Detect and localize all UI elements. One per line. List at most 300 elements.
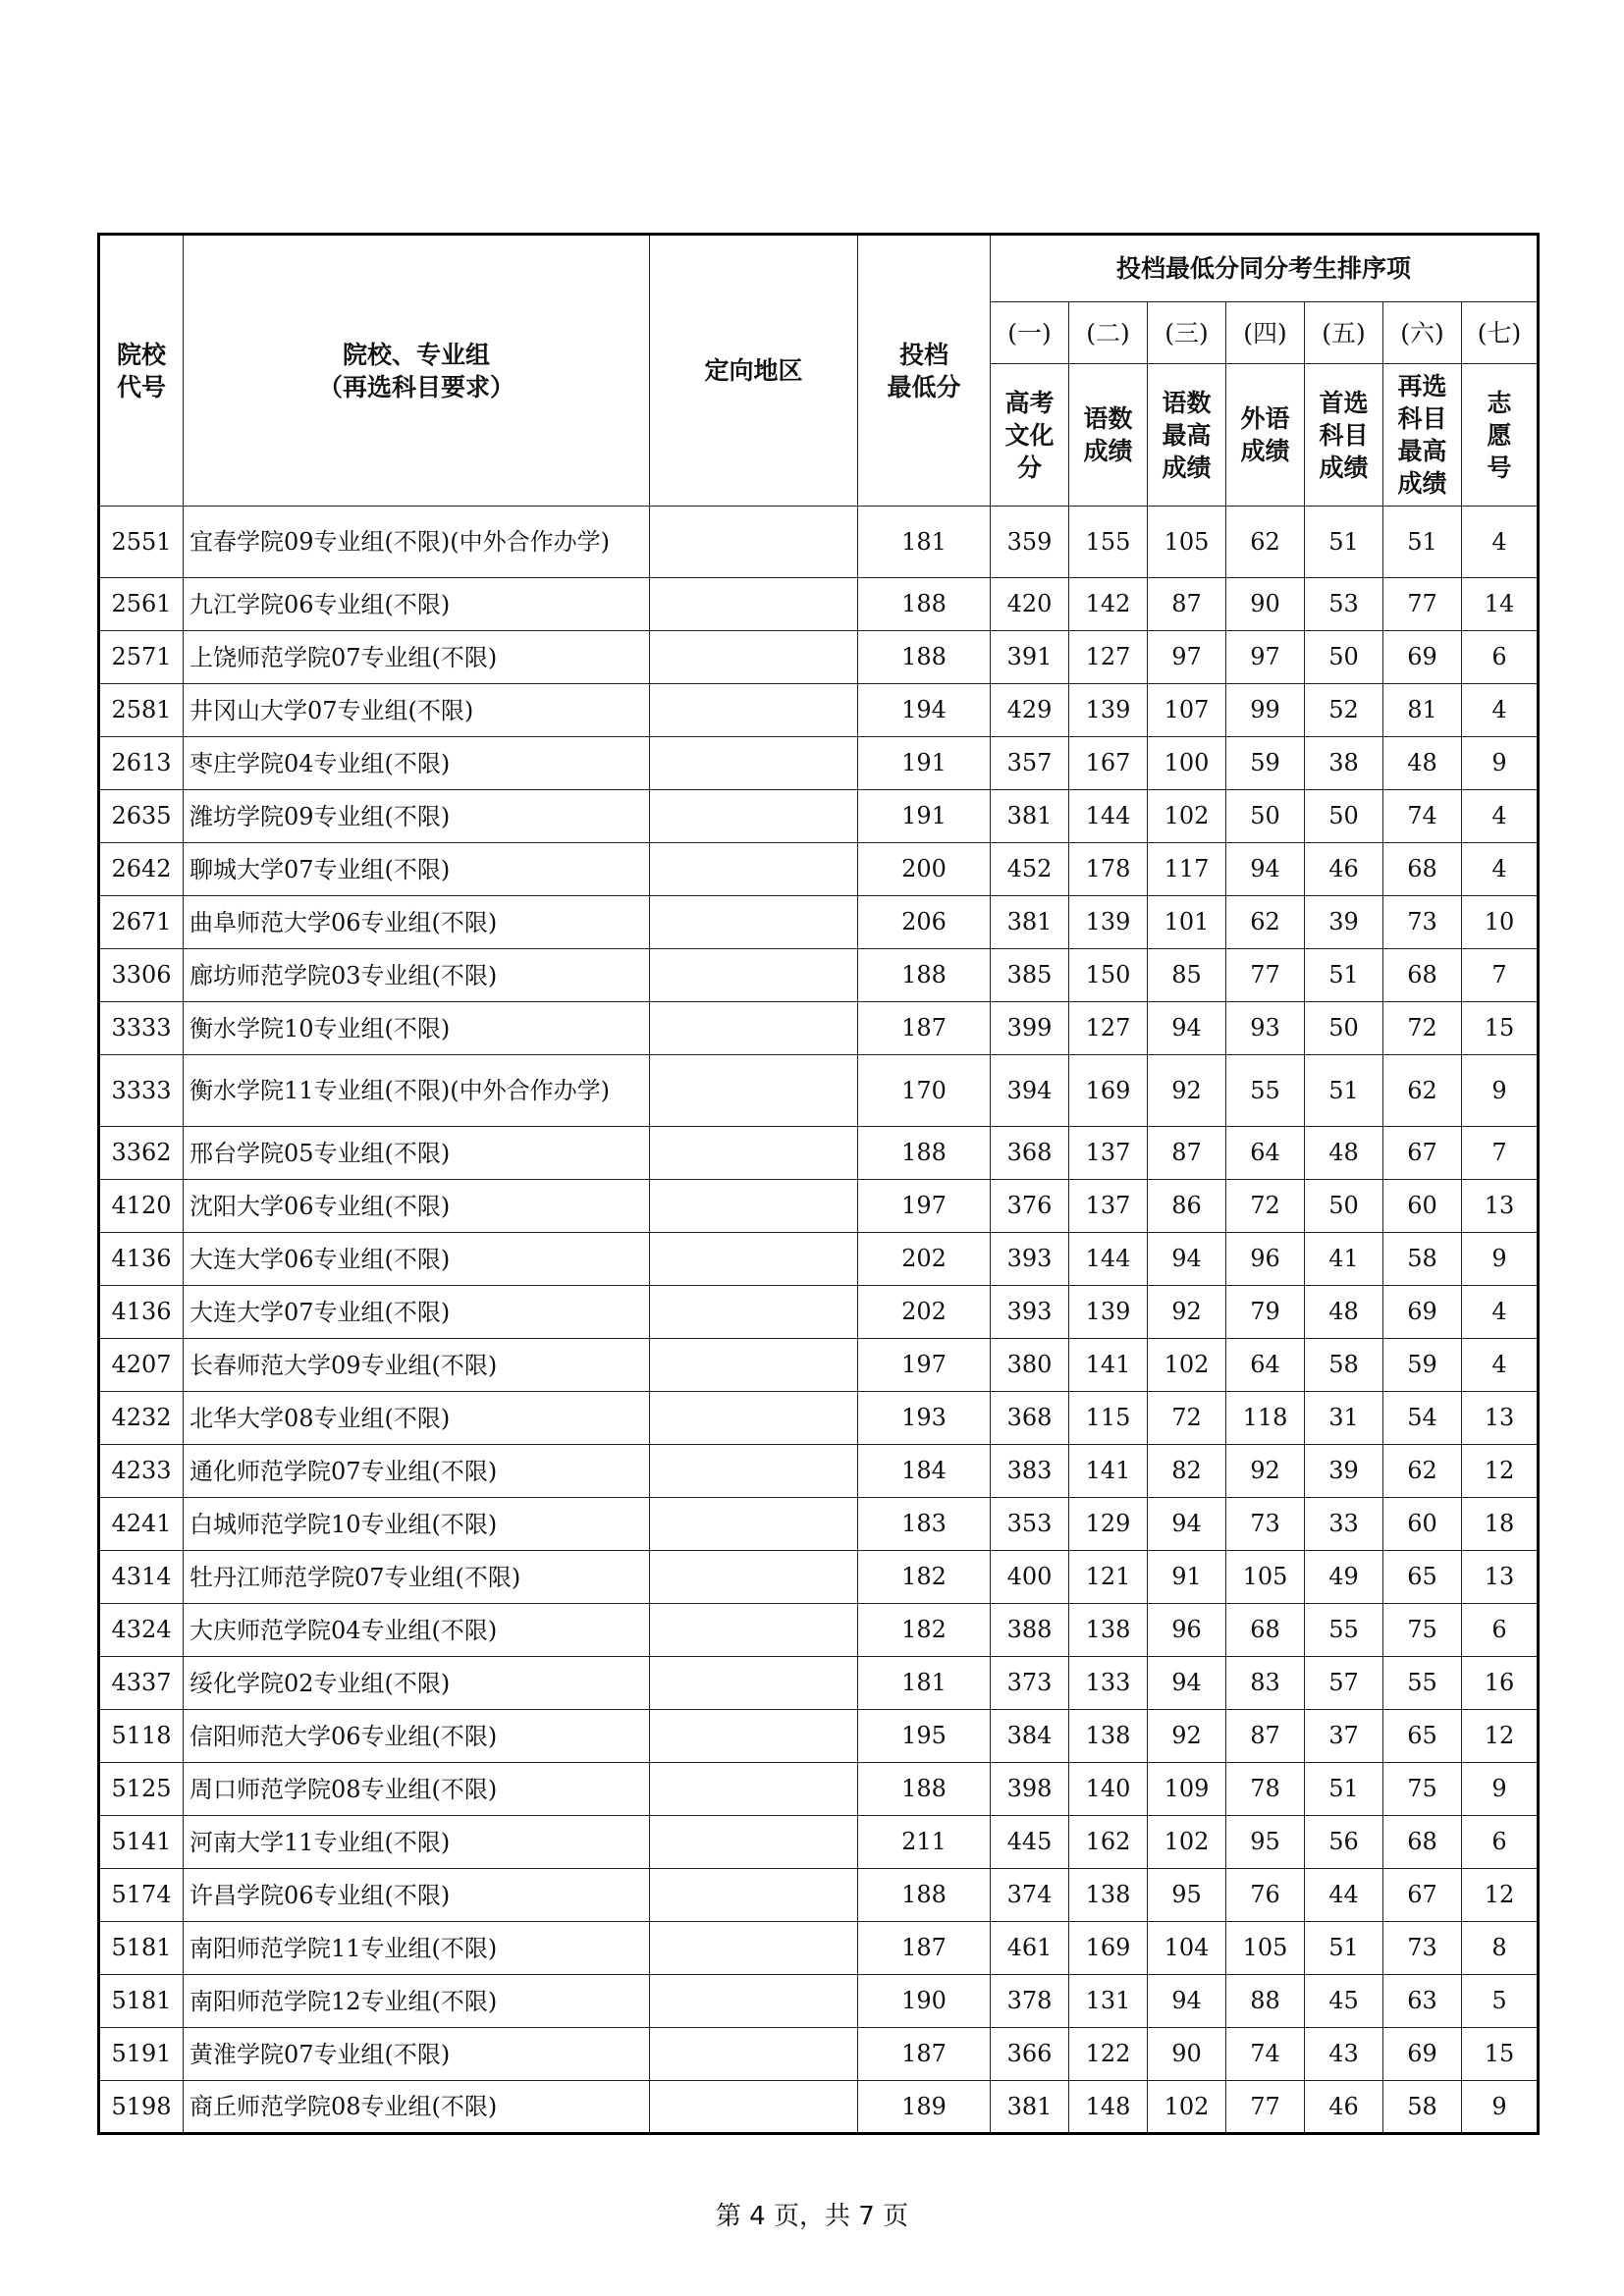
table-row [99, 843, 1539, 896]
tiebreak-value-cell: 376 [991, 1180, 1069, 1233]
school-code-cell: 3333 [99, 1055, 184, 1127]
tiebreak-value-cell: 138 [1069, 1604, 1148, 1657]
tiebreak-value-cell: 139 [1069, 896, 1148, 949]
tiebreak-value-cell: 75 [1383, 1763, 1462, 1816]
tiebreak-value-cell: 72 [1383, 1002, 1462, 1055]
tiebreak-value-cell: 102 [1148, 790, 1226, 843]
region-cell [650, 1816, 858, 1869]
tiebreak-value-cell: 381 [991, 896, 1069, 949]
tiebreak-value-cell: 6 [1462, 631, 1539, 684]
tiebreak-value-cell: 67 [1383, 1869, 1462, 1922]
table-row [99, 1922, 1539, 1975]
tiebreak-value-cell: 142 [1069, 578, 1148, 631]
tiebreak-value-cell: 140 [1069, 1763, 1148, 1816]
table-row [99, 949, 1539, 1002]
min-score-cell: 188 [858, 949, 991, 1002]
tiebreak-value-cell: 45 [1305, 1975, 1383, 2028]
school-code-cell: 5174 [99, 1869, 184, 1922]
tiebreak-value-cell: 357 [991, 737, 1069, 790]
min-score-cell: 181 [858, 507, 991, 578]
tiebreak-value-cell: 60 [1383, 1498, 1462, 1551]
min-score-cell: 182 [858, 1551, 991, 1604]
col-header-min-score: 投档 最低分 [858, 235, 991, 507]
tiebreak-value-cell: 162 [1069, 1816, 1148, 1869]
tiebreak-value-cell: 105 [1148, 507, 1226, 578]
tiebreak-value-cell: 452 [991, 843, 1069, 896]
tiebreak-value-cell: 100 [1148, 737, 1226, 790]
tiebreak-value-cell: 59 [1383, 1339, 1462, 1392]
tiebreak-value-cell: 6 [1462, 1816, 1539, 1869]
region-cell [650, 1922, 858, 1975]
school-group-cell: 大连大学06专业组(不限) [184, 1233, 650, 1286]
tiebreak-value-cell: 4 [1462, 790, 1539, 843]
table-row [99, 631, 1539, 684]
tiebreak-value-cell: 50 [1226, 790, 1305, 843]
tiebreak-value-cell: 373 [991, 1657, 1069, 1710]
tiebreak-value-cell: 92 [1148, 1055, 1226, 1127]
tiebreak-value-cell: 94 [1148, 1975, 1226, 2028]
tiebreak-value-cell: 6 [1462, 1604, 1539, 1657]
region-cell [650, 1180, 858, 1233]
school-group-cell: 商丘师范学院08专业组(不限) [184, 2081, 650, 2134]
tiebreak-value-cell: 129 [1069, 1498, 1148, 1551]
table-row [99, 1180, 1539, 1233]
region-cell [650, 507, 858, 578]
tiebreak-value-cell: 88 [1226, 1975, 1305, 2028]
tiebreak-value-cell: 62 [1383, 1055, 1462, 1127]
rank-header: (四) [1226, 302, 1305, 364]
school-code-cell: 5118 [99, 1710, 184, 1763]
school-group-cell: 宜春学院09专业组(不限)(中外合作办学) [184, 507, 650, 578]
min-score-cell: 200 [858, 843, 991, 896]
tiebreak-value-cell: 69 [1383, 1286, 1462, 1339]
region-cell [650, 684, 858, 737]
tiebreak-value-cell: 139 [1069, 684, 1148, 737]
tiebreak-value-cell: 87 [1148, 1127, 1226, 1180]
tiebreak-value-cell: 374 [991, 1869, 1069, 1922]
rank-header: (七) [1462, 302, 1539, 364]
tiebreak-value-cell: 81 [1383, 684, 1462, 737]
min-score-cell: 188 [858, 1869, 991, 1922]
tiebreak-value-cell: 77 [1226, 949, 1305, 1002]
min-score-cell: 184 [858, 1445, 991, 1498]
region-cell [650, 1127, 858, 1180]
tiebreak-value-cell: 97 [1226, 631, 1305, 684]
region-cell [650, 790, 858, 843]
tiebreak-value-cell: 109 [1148, 1763, 1226, 1816]
tiebreak-value-cell: 72 [1226, 1180, 1305, 1233]
tiebreak-value-cell: 50 [1305, 1002, 1383, 1055]
region-cell [650, 1055, 858, 1127]
min-score-cell: 187 [858, 2028, 991, 2081]
tiebreak-value-cell: 31 [1305, 1392, 1383, 1445]
tiebreak-value-cell: 420 [991, 578, 1069, 631]
tiebreak-value-cell: 55 [1305, 1604, 1383, 1657]
school-group-cell: 周口师范学院08专业组(不限) [184, 1763, 650, 1816]
table-row [99, 1657, 1539, 1710]
school-code-cell: 5125 [99, 1763, 184, 1816]
tiebreak-value-cell: 461 [991, 1922, 1069, 1975]
tiebreak-value-cell: 96 [1148, 1604, 1226, 1657]
table-row [99, 1604, 1539, 1657]
tiebreak-value-cell: 51 [1305, 1055, 1383, 1127]
tiebreak-value-cell: 139 [1069, 1286, 1148, 1339]
rank-header: (一) [991, 302, 1069, 364]
min-score-cell: 191 [858, 737, 991, 790]
school-code-cell: 2635 [99, 790, 184, 843]
min-score-cell: 194 [858, 684, 991, 737]
tiebreak-value-cell: 93 [1226, 1002, 1305, 1055]
tiebreak-value-cell: 77 [1383, 578, 1462, 631]
tiebreak-value-cell: 102 [1148, 1816, 1226, 1869]
tiebreak-value-cell: 50 [1305, 790, 1383, 843]
min-score-cell: 183 [858, 1498, 991, 1551]
min-score-cell: 197 [858, 1180, 991, 1233]
table-row [99, 737, 1539, 790]
tiebreak-value-cell: 90 [1226, 578, 1305, 631]
tiebreak-value-cell: 9 [1462, 737, 1539, 790]
school-group-cell: 白城师范学院10专业组(不限) [184, 1498, 650, 1551]
region-cell [650, 896, 858, 949]
min-score-cell: 188 [858, 631, 991, 684]
tiebreak-value-cell: 78 [1226, 1763, 1305, 1816]
tiebreak-value-cell: 75 [1383, 1604, 1462, 1657]
school-code-cell: 2571 [99, 631, 184, 684]
school-group-cell: 北华大学08专业组(不限) [184, 1392, 650, 1445]
school-group-cell: 九江学院06专业组(不限) [184, 578, 650, 631]
tiebreak-value-cell: 169 [1069, 1055, 1148, 1127]
min-score-cell: 182 [858, 1604, 991, 1657]
tiebreak-value-cell: 137 [1069, 1127, 1148, 1180]
school-group-cell: 枣庄学院04专业组(不限) [184, 737, 650, 790]
tiebreak-value-cell: 79 [1226, 1286, 1305, 1339]
table-row [99, 1869, 1539, 1922]
region-cell [650, 1710, 858, 1763]
school-group-cell: 邢台学院05专业组(不限) [184, 1127, 650, 1180]
tiebreak-value-cell: 49 [1305, 1551, 1383, 1604]
region-cell [650, 1002, 858, 1055]
school-code-cell: 3362 [99, 1127, 184, 1180]
school-group-cell: 聊城大学07专业组(不限) [184, 843, 650, 896]
table-row [99, 2028, 1539, 2081]
tiebreak-value-cell: 92 [1148, 1710, 1226, 1763]
tiebreak-value-cell: 131 [1069, 1975, 1148, 2028]
school-group-cell: 上饶师范学院07专业组(不限) [184, 631, 650, 684]
tiebreak-value-cell: 96 [1226, 1233, 1305, 1286]
tiebreak-value-cell: 127 [1069, 1002, 1148, 1055]
tiebreak-value-cell: 381 [991, 2081, 1069, 2134]
region-cell [650, 1339, 858, 1392]
region-cell [650, 1445, 858, 1498]
tiebreak-value-cell: 141 [1069, 1339, 1148, 1392]
school-code-cell: 4136 [99, 1233, 184, 1286]
tiebreak-value-cell: 56 [1305, 1816, 1383, 1869]
tiebreak-value-cell: 91 [1148, 1551, 1226, 1604]
tiebreak-value-cell: 53 [1305, 578, 1383, 631]
tiebreak-value-cell: 51 [1305, 1922, 1383, 1975]
tiebreak-value-cell: 18 [1462, 1498, 1539, 1551]
min-score-cell: 188 [858, 578, 991, 631]
min-score-cell: 191 [858, 790, 991, 843]
tiebreak-value-cell: 9 [1462, 2081, 1539, 2134]
tiebreak-value-cell: 12 [1462, 1445, 1539, 1498]
region-cell [650, 1233, 858, 1286]
page-footer: 第 4 页，共 7 页 [715, 2202, 909, 2231]
school-code-cell: 5198 [99, 2081, 184, 2134]
school-group-cell: 衡水学院10专业组(不限) [184, 1002, 650, 1055]
table-row [99, 1551, 1539, 1604]
school-code-cell: 4314 [99, 1551, 184, 1604]
tiebreak-value-cell: 353 [991, 1498, 1069, 1551]
school-group-cell: 南阳师范学院12专业组(不限) [184, 1975, 650, 2028]
tiebreak-value-cell: 90 [1148, 2028, 1226, 2081]
tiebreak-value-cell: 68 [1383, 949, 1462, 1002]
tiebreak-value-cell: 69 [1383, 631, 1462, 684]
tiebreak-value-cell: 391 [991, 631, 1069, 684]
tiebreak-value-cell: 4 [1462, 684, 1539, 737]
region-cell [650, 1763, 858, 1816]
school-group-cell: 南阳师范学院11专业组(不限) [184, 1922, 650, 1975]
tiebreak-value-cell: 5 [1462, 1975, 1539, 2028]
sub-header: 首选 科目 成绩 [1305, 364, 1383, 507]
table-row [99, 1002, 1539, 1055]
rank-header: (三) [1148, 302, 1226, 364]
tiebreak-value-cell: 64 [1226, 1127, 1305, 1180]
tiebreak-value-cell: 58 [1305, 1339, 1383, 1392]
region-cell [650, 578, 858, 631]
tiebreak-value-cell: 50 [1305, 631, 1383, 684]
table-row [99, 1055, 1539, 1127]
table-row [99, 578, 1539, 631]
tiebreak-value-cell: 4 [1462, 507, 1539, 578]
tiebreak-value-cell: 4 [1462, 1286, 1539, 1339]
tiebreak-value-cell: 65 [1383, 1710, 1462, 1763]
tiebreak-value-cell: 87 [1226, 1710, 1305, 1763]
table-row [99, 1498, 1539, 1551]
table-row [99, 1127, 1539, 1180]
school-group-cell: 廊坊师范学院03专业组(不限) [184, 949, 650, 1002]
table-row [99, 1339, 1539, 1392]
tiebreak-value-cell: 58 [1383, 1233, 1462, 1286]
tiebreak-value-cell: 15 [1462, 1002, 1539, 1055]
school-code-cell: 3306 [99, 949, 184, 1002]
tiebreak-value-cell: 51 [1305, 507, 1383, 578]
col-header-tiebreak-group: 投档最低分同分考生排序项 [991, 235, 1539, 302]
school-code-cell: 2581 [99, 684, 184, 737]
tiebreak-value-cell: 44 [1305, 1869, 1383, 1922]
tiebreak-value-cell: 144 [1069, 790, 1148, 843]
tiebreak-value-cell: 383 [991, 1445, 1069, 1498]
sub-header: 语数 最高 成绩 [1148, 364, 1226, 507]
school-code-cell: 4337 [99, 1657, 184, 1710]
admission-table [97, 233, 1540, 2135]
tiebreak-value-cell: 445 [991, 1816, 1069, 1869]
tiebreak-value-cell: 16 [1462, 1657, 1539, 1710]
tiebreak-value-cell: 65 [1383, 1551, 1462, 1604]
tiebreak-value-cell: 85 [1148, 949, 1226, 1002]
tiebreak-value-cell: 7 [1462, 1127, 1539, 1180]
tiebreak-value-cell: 9 [1462, 1055, 1539, 1127]
tiebreak-value-cell: 60 [1383, 1180, 1462, 1233]
table-row [99, 1286, 1539, 1339]
school-group-cell: 河南大学11专业组(不限) [184, 1816, 650, 1869]
tiebreak-value-cell: 101 [1148, 896, 1226, 949]
school-code-cell: 2561 [99, 578, 184, 631]
table-row [99, 1763, 1539, 1816]
min-score-cell: 188 [858, 1127, 991, 1180]
tiebreak-value-cell: 59 [1226, 737, 1305, 790]
school-group-cell: 牡丹江师范学院07专业组(不限) [184, 1551, 650, 1604]
tiebreak-value-cell: 10 [1462, 896, 1539, 949]
tiebreak-value-cell: 50 [1305, 1180, 1383, 1233]
region-cell [650, 1604, 858, 1657]
school-group-cell: 井冈山大学07专业组(不限) [184, 684, 650, 737]
tiebreak-value-cell: 48 [1305, 1127, 1383, 1180]
tiebreak-value-cell: 73 [1383, 896, 1462, 949]
col-header-code: 院校 代号 [99, 235, 184, 507]
min-score-cell: 188 [858, 1763, 991, 1816]
school-group-cell: 信阳师范大学06专业组(不限) [184, 1710, 650, 1763]
tiebreak-value-cell: 384 [991, 1710, 1069, 1763]
tiebreak-value-cell: 4 [1462, 843, 1539, 896]
region-cell [650, 1657, 858, 1710]
tiebreak-value-cell: 94 [1148, 1498, 1226, 1551]
region-cell [650, 1869, 858, 1922]
tiebreak-value-cell: 62 [1226, 896, 1305, 949]
school-code-cell: 4136 [99, 1286, 184, 1339]
school-group-cell: 黄淮学院07专业组(不限) [184, 2028, 650, 2081]
tiebreak-value-cell: 368 [991, 1127, 1069, 1180]
tiebreak-value-cell: 4 [1462, 1339, 1539, 1392]
tiebreak-value-cell: 393 [991, 1286, 1069, 1339]
tiebreak-value-cell: 381 [991, 790, 1069, 843]
tiebreak-value-cell: 38 [1305, 737, 1383, 790]
table-row [99, 1975, 1539, 2028]
tiebreak-value-cell: 121 [1069, 1551, 1148, 1604]
rank-header: (六) [1383, 302, 1462, 364]
school-code-cell: 2671 [99, 896, 184, 949]
tiebreak-value-cell: 155 [1069, 507, 1148, 578]
min-score-cell: 193 [858, 1392, 991, 1445]
tiebreak-value-cell: 133 [1069, 1657, 1148, 1710]
tiebreak-value-cell: 107 [1148, 684, 1226, 737]
region-cell [650, 1975, 858, 2028]
tiebreak-value-cell: 62 [1226, 507, 1305, 578]
school-code-cell: 5191 [99, 2028, 184, 2081]
tiebreak-value-cell: 76 [1226, 1869, 1305, 1922]
region-cell [650, 1392, 858, 1445]
school-code-cell: 5141 [99, 1816, 184, 1869]
tiebreak-value-cell: 58 [1383, 2081, 1462, 2134]
min-score-cell: 181 [858, 1657, 991, 1710]
table-row [99, 896, 1539, 949]
tiebreak-value-cell: 41 [1305, 1233, 1383, 1286]
tiebreak-value-cell: 69 [1383, 2028, 1462, 2081]
tiebreak-value-cell: 55 [1226, 1055, 1305, 1127]
tiebreak-value-cell: 52 [1305, 684, 1383, 737]
tiebreak-value-cell: 8 [1462, 1922, 1539, 1975]
tiebreak-value-cell: 12 [1462, 1869, 1539, 1922]
region-cell [650, 1498, 858, 1551]
tiebreak-value-cell: 63 [1383, 1975, 1462, 2028]
tiebreak-value-cell: 37 [1305, 1710, 1383, 1763]
sub-header: 再选 科目 最高 成绩 [1383, 364, 1462, 507]
sub-header: 志 愿 号 [1462, 364, 1539, 507]
region-cell [650, 949, 858, 1002]
region-cell [650, 2028, 858, 2081]
school-group-cell: 通化师范学院07专业组(不限) [184, 1445, 650, 1498]
sub-header: 高考 文化 分 [991, 364, 1069, 507]
tiebreak-value-cell: 398 [991, 1763, 1069, 1816]
tiebreak-value-cell: 82 [1148, 1445, 1226, 1498]
school-code-cell: 5181 [99, 1922, 184, 1975]
min-score-cell: 202 [858, 1233, 991, 1286]
school-group-cell: 大连大学07专业组(不限) [184, 1286, 650, 1339]
tiebreak-value-cell: 68 [1383, 843, 1462, 896]
tiebreak-value-cell: 122 [1069, 2028, 1148, 2081]
tiebreak-value-cell: 9 [1462, 1233, 1539, 1286]
school-group-cell: 衡水学院11专业组(不限)(中外合作办学) [184, 1055, 650, 1127]
school-group-cell: 长春师范大学09专业组(不限) [184, 1339, 650, 1392]
school-code-cell: 3333 [99, 1002, 184, 1055]
min-score-cell: 187 [858, 1002, 991, 1055]
tiebreak-value-cell: 102 [1148, 1339, 1226, 1392]
tiebreak-value-cell: 83 [1226, 1657, 1305, 1710]
tiebreak-value-cell: 393 [991, 1233, 1069, 1286]
tiebreak-value-cell: 117 [1148, 843, 1226, 896]
tiebreak-value-cell: 127 [1069, 631, 1148, 684]
school-code-cell: 4324 [99, 1604, 184, 1657]
school-code-cell: 5181 [99, 1975, 184, 2028]
tiebreak-value-cell: 13 [1462, 1392, 1539, 1445]
tiebreak-value-cell: 95 [1226, 1816, 1305, 1869]
tiebreak-value-cell: 13 [1462, 1551, 1539, 1604]
region-cell [650, 2081, 858, 2134]
school-group-cell: 沈阳大学06专业组(不限) [184, 1180, 650, 1233]
rank-header: (二) [1069, 302, 1148, 364]
tiebreak-value-cell: 94 [1148, 1657, 1226, 1710]
tiebreak-value-cell: 141 [1069, 1445, 1148, 1498]
region-cell [650, 631, 858, 684]
tiebreak-value-cell: 429 [991, 684, 1069, 737]
tiebreak-value-cell: 72 [1148, 1392, 1226, 1445]
tiebreak-value-cell: 178 [1069, 843, 1148, 896]
min-score-cell: 202 [858, 1286, 991, 1339]
school-code-cell: 4233 [99, 1445, 184, 1498]
tiebreak-value-cell: 169 [1069, 1922, 1148, 1975]
min-score-cell: 190 [858, 1975, 991, 2028]
tiebreak-value-cell: 48 [1383, 737, 1462, 790]
school-group-cell: 许昌学院06专业组(不限) [184, 1869, 650, 1922]
school-code-cell: 2551 [99, 507, 184, 578]
school-code-cell: 2613 [99, 737, 184, 790]
tiebreak-value-cell: 73 [1226, 1498, 1305, 1551]
tiebreak-value-cell: 33 [1305, 1498, 1383, 1551]
tiebreak-value-cell: 97 [1148, 631, 1226, 684]
tiebreak-value-cell: 55 [1383, 1657, 1462, 1710]
tiebreak-value-cell: 15 [1462, 2028, 1539, 2081]
tiebreak-value-cell: 73 [1383, 1922, 1462, 1975]
region-cell [650, 1286, 858, 1339]
tiebreak-value-cell: 68 [1383, 1816, 1462, 1869]
school-code-cell: 2642 [99, 843, 184, 896]
table-row [99, 1233, 1539, 1286]
table-row [99, 507, 1539, 578]
tiebreak-value-cell: 150 [1069, 949, 1148, 1002]
tiebreak-value-cell: 95 [1148, 1869, 1226, 1922]
min-score-cell: 197 [858, 1339, 991, 1392]
tiebreak-value-cell: 68 [1226, 1604, 1305, 1657]
